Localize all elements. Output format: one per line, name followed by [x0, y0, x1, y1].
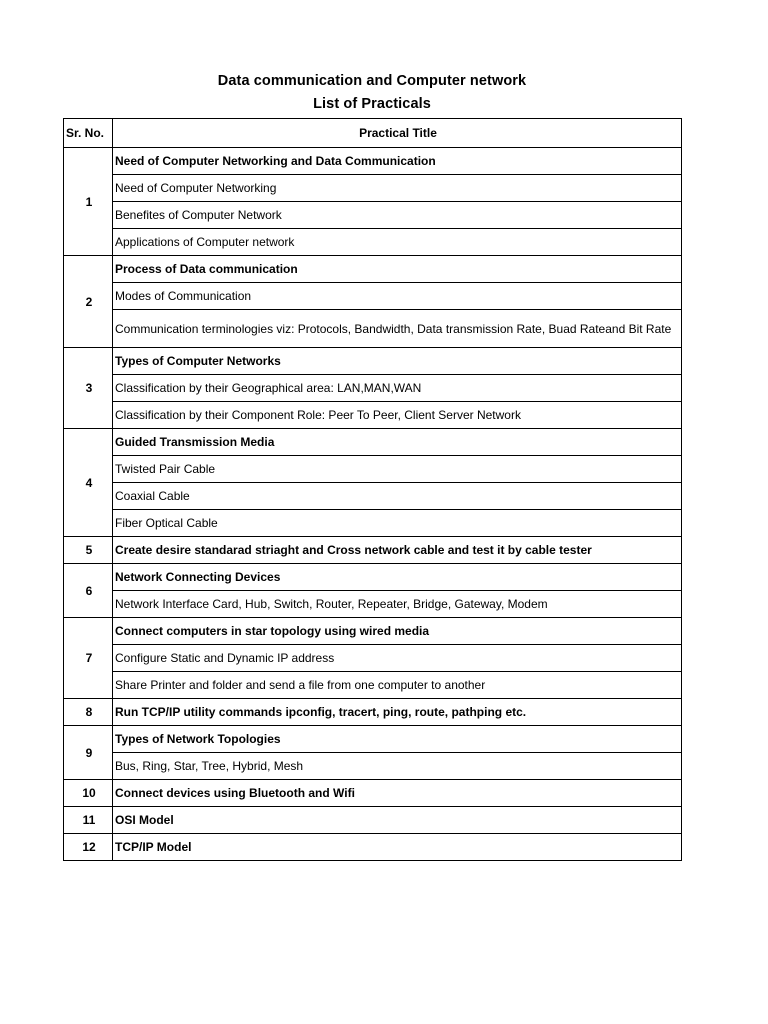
table-row [64, 202, 682, 229]
practical-title-cell: Network Connecting Devices [113, 564, 682, 591]
practical-subtopic-cell: Classification by their Component Role: Peer To Peer, Client Server Network [113, 402, 682, 429]
table-row [64, 753, 682, 780]
practical-title-cell: Types of Network Topologies [113, 726, 682, 753]
practical-subtopic-cell: Network Interface Card, Hub, Switch, Router, Repeater, Bridge, Gateway, Modem [113, 591, 682, 618]
table-row [64, 645, 682, 672]
practical-subtopic-cell: Coaxial Cable [113, 483, 682, 510]
document-subtitle: List of Practicals [313, 96, 431, 112]
table-row [64, 402, 682, 429]
sr-no-cell: 1 [64, 148, 113, 256]
sr-no-cell: 6 [64, 564, 113, 618]
practical-title-cell: OSI Model [113, 807, 682, 834]
table-row [64, 348, 682, 375]
table-row [64, 483, 682, 510]
table-row [64, 591, 682, 618]
table-row [64, 699, 682, 726]
table-row [64, 175, 682, 202]
sr-no-cell: 7 [64, 618, 113, 699]
practical-subtopic-cell: Share Printer and folder and send a file from one computer to another [113, 672, 682, 699]
table-row [64, 510, 682, 537]
sr-no-cell: 10 [64, 780, 113, 807]
document-title: Data communication and Computer network [217, 73, 527, 89]
practical-title-cell: Types of Computer Networks [113, 348, 682, 375]
practical-subtopic-cell: Twisted Pair Cable [113, 456, 682, 483]
table-row [64, 807, 682, 834]
table-row [64, 256, 682, 283]
practical-title-cell: Guided Transmission Media [113, 429, 682, 456]
table-row [64, 834, 682, 861]
table-row [64, 310, 682, 348]
sr-no-cell: 5 [64, 537, 113, 564]
practical-subtopic-cell: Bus, Ring, Star, Tree, Hybrid, Mesh [113, 753, 682, 780]
practical-title-cell: Run TCP/IP utility commands ipconfig, tracert, ping, route, pathping etc. [113, 699, 682, 726]
practicals-table [63, 118, 682, 861]
sr-no-cell: 8 [64, 699, 113, 726]
practical-subtopic-cell: Need of Computer Networking [113, 175, 682, 202]
table-row [64, 283, 682, 310]
table-row [64, 537, 682, 564]
sr-no-cell: 11 [64, 807, 113, 834]
table-body [64, 148, 682, 861]
practical-title-cell: TCP/IP Model [113, 834, 682, 861]
table-header-row [64, 119, 682, 148]
table-row [64, 229, 682, 256]
table-row [64, 726, 682, 753]
practical-subtopic-cell: Applications of Computer network [113, 229, 682, 256]
table-row [64, 618, 682, 645]
practical-title-cell: Process of Data communication [113, 256, 682, 283]
practical-subtopic-cell: Communication terminologies viz: Protocols, Bandwidth, Data transmission Rate, Buad Rateand Bit Rate [113, 310, 682, 348]
table-row [64, 148, 682, 175]
practical-subtopic-cell: Configure Static and Dynamic IP address [113, 645, 682, 672]
table-row [64, 780, 682, 807]
table-row [64, 564, 682, 591]
practical-title-cell: Connect computers in star topology using wired media [113, 618, 682, 645]
practical-subtopic-cell: Modes of Communication [113, 283, 682, 310]
practical-subtopic-cell: Classification by their Geographical area: LAN,MAN,WAN [113, 375, 682, 402]
sr-no-cell: 3 [64, 348, 113, 429]
header-practical-title: Practical Title [113, 119, 682, 148]
sr-no-cell: 4 [64, 429, 113, 537]
sr-no-cell: 2 [64, 256, 113, 348]
sr-no-cell: 12 [64, 834, 113, 861]
table-row [64, 375, 682, 402]
table-row [64, 456, 682, 483]
table-row [64, 429, 682, 456]
header-sr-no: Sr. No. [64, 119, 113, 148]
practical-subtopic-cell: Benefites of Computer Network [113, 202, 682, 229]
table-row [64, 672, 682, 699]
practical-title-cell: Connect devices using Bluetooth and Wifi [113, 780, 682, 807]
practical-subtopic-cell: Fiber Optical Cable [113, 510, 682, 537]
practical-title-cell: Create desire standarad striaght and Cross network cable and test it by cable tester [113, 537, 682, 564]
practical-title-cell: Need of Computer Networking and Data Communication [113, 148, 682, 175]
sr-no-cell: 9 [64, 726, 113, 780]
